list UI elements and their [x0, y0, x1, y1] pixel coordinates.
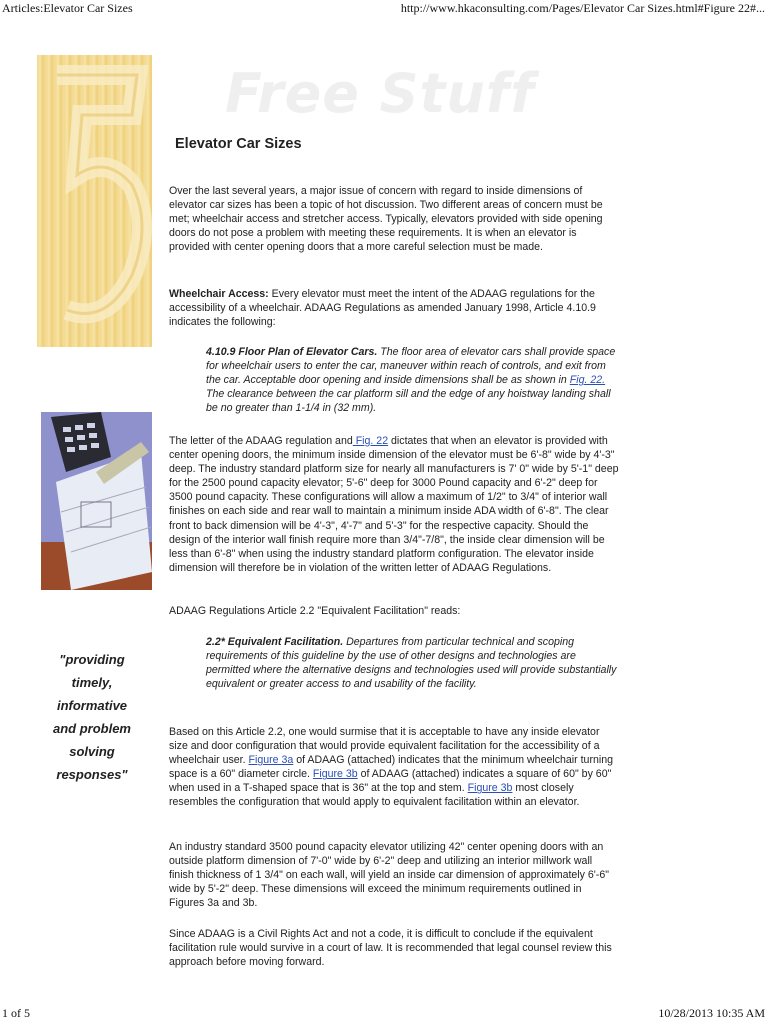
based-on-paragraph: [169, 725, 619, 810]
page-number: 1 of 5: [2, 1006, 30, 1020]
quote-4-10-9: [206, 345, 621, 415]
text-span: of ADAAG (attached) indicates that the minimum wheelchair turning space is a 60" diameter circle.: [169, 754, 613, 781]
text-span: most closely resembles the configuration that would apply to equivalent facilitation within an elevator.: [169, 782, 580, 809]
print-header-title: Articles:Elevator Car Sizes: [2, 1, 133, 15]
quote-line: informative: [56, 698, 128, 713]
figure-3b-link-2[interactable]: Figure 3b: [467, 782, 513, 795]
fig-22-link-2[interactable]: Fig. 22: [352, 435, 389, 447]
text-span: of ADAAG (attached) indicates a square of 60" by 60" when used in a T-shaped space that is 36" at the top and stem.: [169, 768, 612, 795]
decorative-number-image: [37, 55, 152, 347]
wheelchair-text: Every elevator must meet the intent of the ADAAG regulations for the accessibility of a wheelchair. ADAAG Regulations as amended January 1998, Article 4.10.9 indicates the following:: [169, 288, 596, 329]
civil-rights-paragraph: Since ADAAG is a Civil Rights Act and not a code, it is difficult to conclude if the equivalent facilitation rule would survive in a court of law. It is recommended that legal counsel review this approach before moving forward.: [169, 928, 612, 969]
wheelchair-label: Wheelchair Access:: [169, 288, 269, 300]
quote-line: and problem: [52, 721, 131, 736]
quote-2-2-text: Departures from particular technical and scoping requirements of this guideline by the use of other designs and technologies are permitted where the alternative designs and technologies used will provide substantially equivalent or greater access to and usability of the facility.: [206, 636, 617, 691]
print-header-url: http://www.hkaconsulting.com/Pages/Elevator Car Sizes.html#Figure 22#...: [400, 1, 765, 15]
print-datetime: 10/28/2013 10:35 AM: [658, 1006, 765, 1020]
quote-line: timely,: [71, 675, 113, 690]
text-span: Based on this Article 2.2, one would surmise that it is acceptable to have any inside elevator size and door configuration that would provide equivalent facilitation for the accessibility of a wheelchair user.: [169, 726, 600, 767]
quote-2-2-lead: 2.2* Equivalent Facilitation.: [206, 636, 344, 648]
intro-paragraph: Over the last several years, a major issue of concern with regard to inside dimensions of elevator car sizes has been a topic of hot discussion. Two different areas of concern must be met; wheelchair access and stretcher access. Typically, elevators provided with side opening doors do not pose a problem with meeting these requirements. It is when an elevator is provided with center opening doors that a more careful selection must be made.: [169, 185, 603, 254]
quote-4-10-9-text: The floor area of elevator cars shall provide space for wheelchair users to enter the car, maneuver within reach of controls, and exit from the car. Acceptable door opening and inside dimensions shall be as shown in: [206, 346, 616, 387]
text-span: dictates that when an elevator is provided with center opening doors, the minimum inside dimension of the elevator must be 6'-8" wide by 4'-3" deep. The industry standard platform size for nearly all manufacturers is 7' 0" wide by 5'-1" deep for the 2500 pound capacity elevator; 5'-6" deep for 3000 Pound capacity and 6'-2" deep for 3500 pound capacity. These configurations will allow a maximum of 1/2" to 3/4" of interior wall finishes on each side and rear wall to maintain a minimum inside ADA width of 6'-8". The clear front to back dimension will be 4'-3", 4'-7" and 5'-3" for the respective capacity. Should the design of the interior wall finish require more than 3/4"-7/8", the inside clear dimension will be less than 6'-8" when using the industry standard platform configuration. The elevator inside dimension will therefore be in violation of the written letter of ADAAG Regulations.: [169, 435, 619, 574]
article-2-2-intro: ADAAG Regulations Article 2.2 "Equivalent Facilitation" reads:: [169, 605, 461, 617]
figure-3a-link[interactable]: Figure 3a: [248, 754, 294, 767]
quote-4-10-9-lead: 4.10.9 Floor Plan of Elevator Cars.: [206, 346, 378, 358]
quote-line: "providing: [59, 652, 125, 667]
industry-standard-paragraph: An industry standard 3500 pound capacity elevator utilizing 42" center opening doors with an outside platform dimension of 7'-0" wide by 6'-2" deep and utilizing an interior millwork wall finish thickness of 1 3/4" on each wall, will yield an inside car dimension of approximately 6'-6" wide by 5'-2" deep. These dimensions will exceed the minimum requirements outlined in Figures 3a and 3b.: [169, 841, 609, 910]
fig-22-link[interactable]: Fig. 22.: [569, 374, 606, 387]
article-title: Elevator Car Sizes: [175, 136, 302, 152]
wheelchair-paragraph: [169, 287, 619, 329]
text-span: The letter of the ADAAG regulation and: [169, 435, 353, 447]
quote-2-2: [206, 635, 621, 691]
sidebar-quote: [40, 648, 144, 786]
adaag-letter-paragraph: [169, 434, 619, 575]
quote-4-10-9-text-end: The clearance between the car platform sill and the edge of any hoistway landing shall be no greater than 1-1/4 in (32 mm).: [206, 388, 611, 415]
calculator-blueprint-photo: [41, 412, 152, 590]
quote-line: solving: [69, 744, 115, 759]
quote-line: responses": [56, 767, 128, 782]
free-stuff-watermark: Free Stuff: [225, 62, 535, 125]
figure-3b-link[interactable]: Figure 3b: [312, 768, 358, 781]
